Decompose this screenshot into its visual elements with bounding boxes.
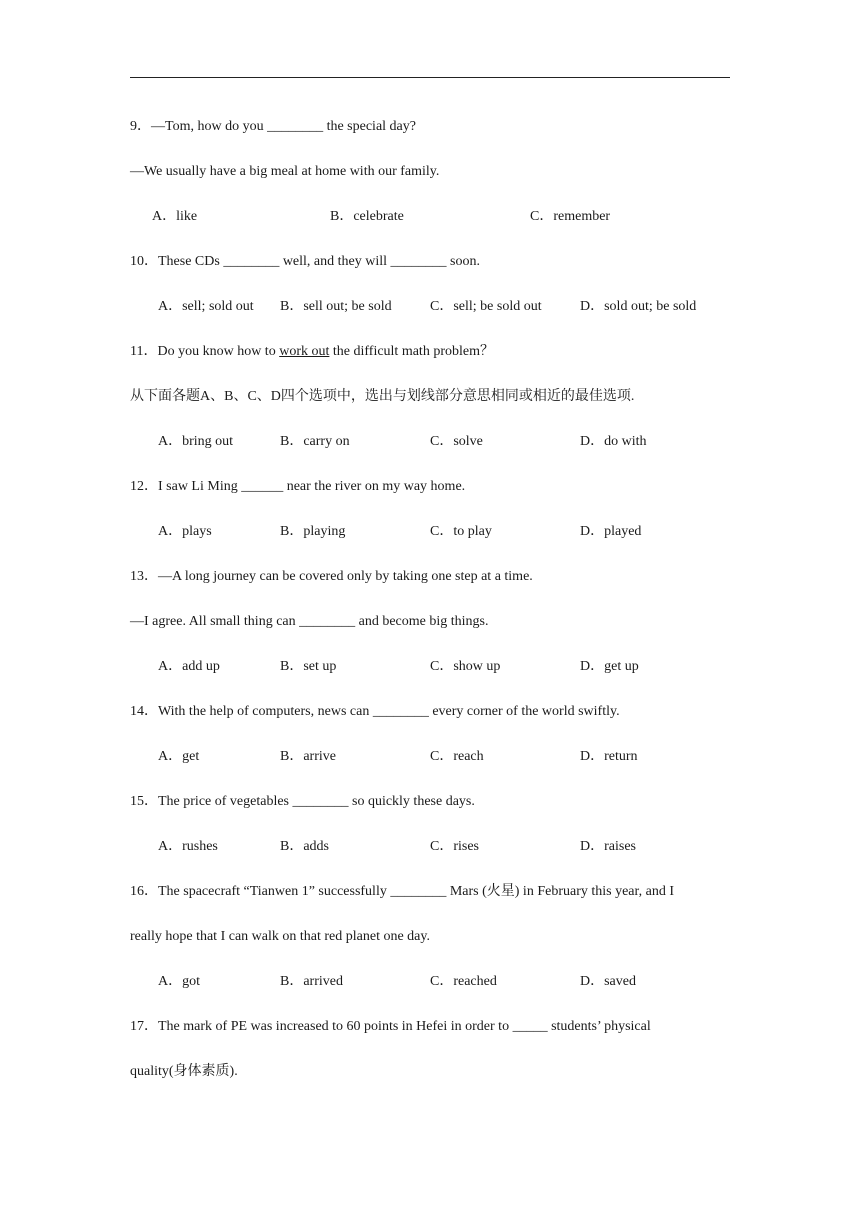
q11-option-b: B．carry on xyxy=(280,434,350,449)
q14-option-a: A．get xyxy=(158,749,200,764)
q14-option-c: C．reach xyxy=(430,749,484,764)
q16-option-d: D．saved xyxy=(580,974,636,989)
q9-option-b: B．celebrate xyxy=(330,209,404,224)
q12-option-d: D．played xyxy=(580,524,642,539)
q10-option-d: D．sold out; be sold xyxy=(580,299,697,314)
question-9-reply: —We usually have a big meal at home with our family. xyxy=(130,164,440,179)
q14-option-d: D．return xyxy=(580,749,638,764)
question-11-stem xyxy=(130,343,494,361)
q10-option-b: B．sell out; be sold xyxy=(280,299,392,314)
q13-option-a: A．add up xyxy=(158,659,220,674)
q11-option-a: A．bring out xyxy=(158,434,234,449)
question-17-stem-cont: quality(身体素质). xyxy=(130,1064,238,1079)
question-16-stem-cont: really hope that I can walk on that red planet one day. xyxy=(130,929,430,944)
q15-option-b: B．adds xyxy=(280,839,329,854)
question-14-stem: 14．With the help of computers, news can ________ every corner of the world swiftly. xyxy=(130,704,620,719)
header-rule xyxy=(130,77,730,78)
q12-option-b: B．playing xyxy=(280,524,346,539)
question-17-stem: 17．The mark of PE was increased to 60 points in Hefei in order to _____ students’ physical xyxy=(130,1019,651,1034)
q15-option-d: D．raises xyxy=(580,839,636,854)
question-11-instruction: 从下面各题A、B、C、D四个选项中，选出与划线部分意思相同或相近的最佳选项. xyxy=(130,389,635,404)
q12-option-c: C．to play xyxy=(430,524,492,539)
q15-option-a: A．rushes xyxy=(158,839,218,854)
q11-underlined-phrase: work out xyxy=(279,344,330,359)
q9-option-c: C．remember xyxy=(530,209,611,224)
q16-option-a: A．got xyxy=(158,974,200,989)
q13-option-c: C．show up xyxy=(430,659,501,674)
question-10-stem: 10．These CDs ________ well, and they will ________ soon. xyxy=(130,254,480,269)
q11-option-c: C．solve xyxy=(430,434,483,449)
q10-option-c: C．sell; be sold out xyxy=(430,299,542,314)
question-12-stem: 12．I saw Li Ming ______ near the river on my way home. xyxy=(130,479,466,494)
q9-option-a: A．like xyxy=(152,209,198,224)
q16-option-c: C．reached xyxy=(430,974,497,989)
question-13-reply: —I agree. All small thing can ________ and become big things. xyxy=(130,614,489,629)
q13-option-b: B．set up xyxy=(280,659,337,674)
question-15-stem: 15．The price of vegetables ________ so quickly these days. xyxy=(130,794,475,809)
q13-option-d: D．get up xyxy=(580,659,639,674)
q11-text-post: the difficult math problem？ xyxy=(329,344,494,359)
q14-option-b: B．arrive xyxy=(280,749,336,764)
question-16-stem: 16．The spacecraft “Tianwen 1” successfully ________ Mars (火星) in February this year, and I xyxy=(130,884,674,899)
question-13-stem: 13．—A long journey can be covered only by taking one step at a time. xyxy=(130,569,533,584)
q10-option-a: A．sell; sold out xyxy=(158,299,254,314)
question-9-stem: 9．—Tom, how do you ________ the special day? xyxy=(130,119,416,134)
q11-text-pre: 11．Do you know how to xyxy=(130,344,280,359)
q12-option-a: A．plays xyxy=(158,524,212,539)
q15-option-c: C．rises xyxy=(430,839,479,854)
q16-option-b: B．arrived xyxy=(280,974,343,989)
q11-option-d: D．do with xyxy=(580,434,647,449)
